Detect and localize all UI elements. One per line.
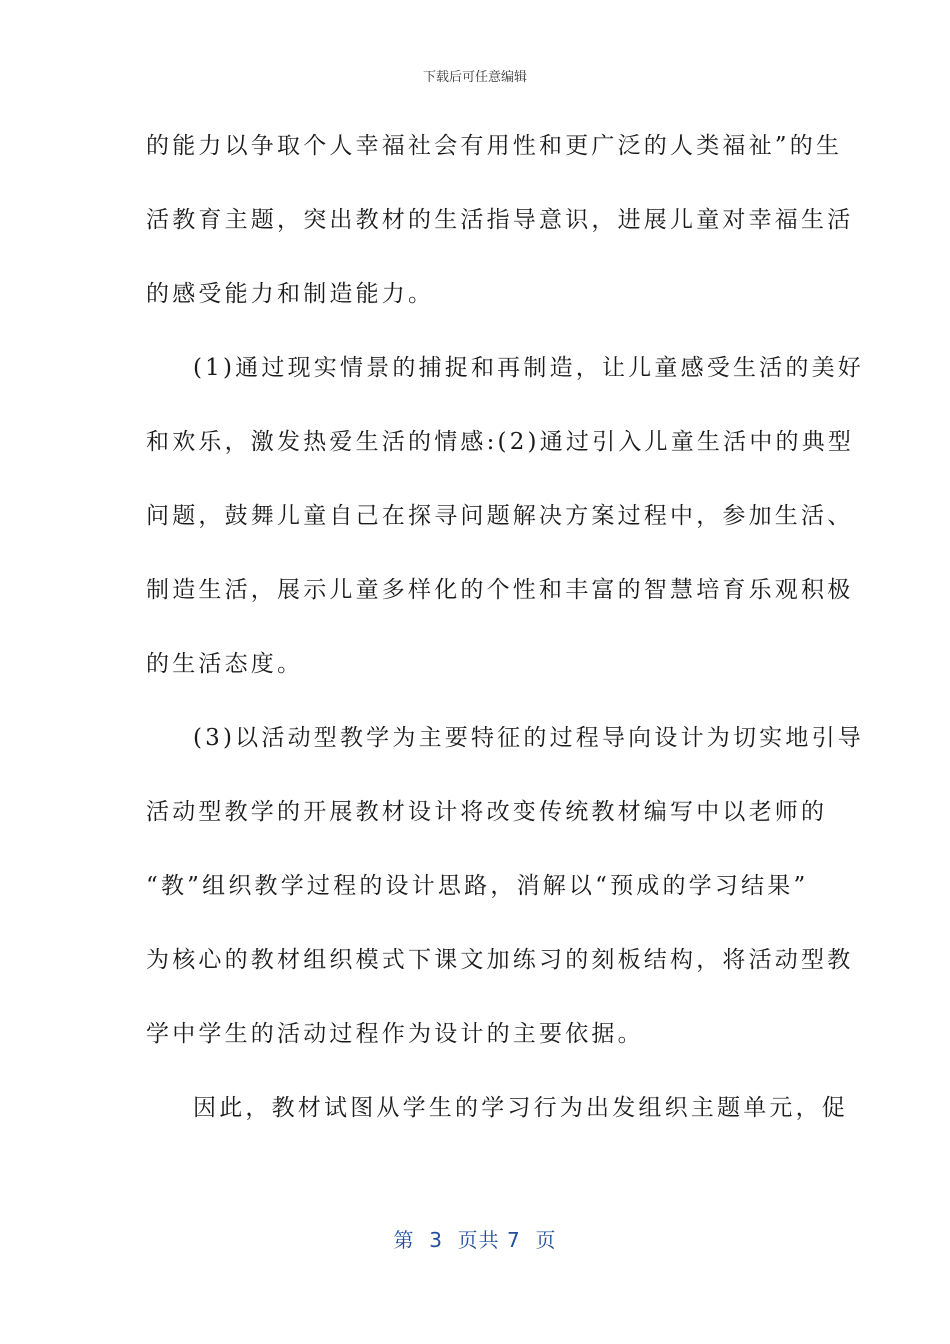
text-line: 和欢乐，激发热爱生活的情感:(2)通过引入儿童生活中的典型 xyxy=(146,429,855,455)
text-line: 的生活态度。 xyxy=(146,651,304,677)
document-body xyxy=(146,120,864,1156)
text-line: 的能力以争取个人幸福社会有用性和更广泛的人类福祉”的生 xyxy=(146,133,843,159)
text-line: 因此，教材试图从学生的学习行为出发组织主题单元，促 xyxy=(193,1095,848,1121)
text-line: (3)以活动型教学为主要特征的过程导向设计为切实地引导 xyxy=(193,725,864,751)
page-number: 第 3 页共 7 页 xyxy=(393,1228,557,1252)
text-line: (1)通过现实情景的捕捉和再制造，让儿童感受生活的美好 xyxy=(193,355,864,381)
text-line: 制造生活，展示儿童多样化的个性和丰富的智慧培育乐观积极 xyxy=(146,577,854,603)
text-line: 学中学生的活动过程作为设计的主要依据。 xyxy=(146,1021,644,1047)
text-line: “教”组织教学过程的设计思路，消解以“预成的学习结果” xyxy=(146,873,809,899)
text-line: 的感受能力和制造能力。 xyxy=(146,281,435,307)
text-line: 为核心的教材组织模式下课文加练习的刻板结构，将活动型教 xyxy=(146,947,854,973)
text-line: 活动型教学的开展教材设计将改变传统教材编写中以老师的 xyxy=(146,799,828,825)
header-note: 下载后可任意编辑 xyxy=(422,70,527,85)
text-line: 活教育主题，突出教材的生活指导意识，进展儿童对幸福生活 xyxy=(146,207,854,233)
text-line: 问题，鼓舞儿童自己在探寻问题解决方案过程中，参加生活、 xyxy=(146,503,854,529)
